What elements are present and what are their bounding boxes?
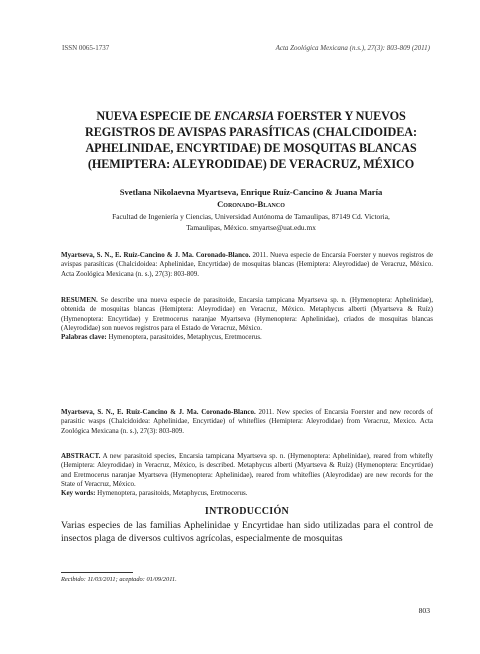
key-words-label: Key words: <box>61 489 96 498</box>
title-genus: ENCARSIA <box>213 109 275 123</box>
article-title <box>70 108 432 172</box>
authors-line-2: Coronado-Blanco <box>217 199 285 209</box>
resumen-text: Se describe una nueva especie de parasitoide, Encarsia tampicana Myartseva sp. n. (Hymenoptera: Aphelinidae), obtenida de mosquitas blancas (Hemiptera: Aleyrodidae) en Veracruz, México. Metaphycus alberti (Myartseva & Ruíz) (Hymenoptera: Encyrtidae) y Eretmocerus naranjae Myartseva (Hymenoptera: Aphelinidae), criados de mosquitas blancas (Aleyrodidae) son nuevos registros para el Estado de Veracruz, México. <box>61 296 433 332</box>
affiliation <box>70 211 432 233</box>
palabras-clave-text: Hymenoptera, parasitoides, Metaphycus, Eretmocerus. <box>106 333 262 342</box>
citation-spanish <box>61 251 433 279</box>
palabras-clave-label: Palabras clave: <box>61 333 107 342</box>
issn: ISSN 0065-1737 <box>62 44 110 52</box>
abstract-text: A new parasitoid species, Encarsia tampicana Myartseva sp. n. (Hymenoptera: Aphelinidae), reared from whitefly (Hemiptera: Aleyrodidae) in Veracruz, México, is described. Metaphycus alberti (Myartseva & Ruíz) (Hymenoptera: Encyrtidae) and Eretmocerus naranjae Myartseva (Hymenoptera: Aphelinidae), reared from whiteflies (Aleyrodidae) are new records for the State of Veracruz, México. <box>61 452 433 488</box>
key-words-text: Hymenoptera, parasitoids, Metaphycus, Eretmocerus. <box>95 489 248 498</box>
footnote-divider <box>61 572 133 573</box>
title-part-1: NUEVA ESPECIE DE <box>96 109 214 123</box>
authors-line-1: Svetlana Nikolaevna Myartseva, Enrique Ruíz-Cancino & Juana María <box>119 187 383 197</box>
resumen-label: RESUMEN. <box>61 296 98 304</box>
affiliation-line-2: Tamaulipas, México. smyartse@uat.edu.mx <box>186 223 316 232</box>
footnote: Recibido: 11/03/2011; aceptado: 01/09/2011. <box>61 576 177 583</box>
citation-english <box>61 408 433 436</box>
abstract <box>61 452 433 498</box>
resumen <box>61 296 433 342</box>
citation-en-text: 2011. New species of Encarsia Foerster and new records of parasitic wasps (Chalcidoidea: Aphelinidae, Encyrtidae) of whiteflies (Hemiptera: Aleyrodidae) from Veracruz, Mexico. Acta Zoológica Mexicana (n. s.), 27(3): 803-809. <box>61 408 433 435</box>
page-number: 803 <box>418 606 430 615</box>
journal-citation: Acta Zoológica Mexicana (n.s.), 27(3): 803-809 (2011) <box>275 44 430 52</box>
authors <box>70 186 432 210</box>
citation-es-text: 2011. Nueva especie de Encarsia Foerster y nuevos registros de avispas parasíticas (Chalcidoidea: Aphelinidae, Encyrtidae) de mosquitas blancas (Hemiptera: Aleyrodidae) de Veracruz, México. Acta Zoológica Mexicana (n. s.), 27(3): 803-809. <box>61 251 434 278</box>
section-heading: INTRODUCCIÓN <box>204 506 290 517</box>
citation-en-authors: Myartseva, S. N., E. Ruíz-Cancino & J. Ma. Coronado-Blanco. <box>61 408 256 416</box>
citation-es-authors: Myartseva, S. N., E. Ruíz-Cancino & J. Ma. Coronado-Blanco. <box>61 251 251 259</box>
abstract-label: ABSTRACT. <box>61 452 101 460</box>
intro-paragraph: Varias especies de las familias Aphelinidae y Encyrtidae han sido utilizadas para el control de insectos plaga de diversos cultivos agrícolas, especialmente de mosquitas <box>61 520 433 544</box>
title-part-2: FOERSTER Y NUEVOS REGISTROS DE AVISPAS PARASÍTICAS (CHALCIDOIDEA: APHELINIDAE, ENCYRTIDAE) DE MOSQUITAS BLANCAS (HEMIPTERA: ALEYRODIDAE) DE VERACRUZ, MÉXICO <box>85 109 417 171</box>
affiliation-line-1: Facultad de Ingeniería y Ciencias, Universidad Autónoma de Tamaulipas, 87149 Cd. Victoria, <box>112 212 390 221</box>
